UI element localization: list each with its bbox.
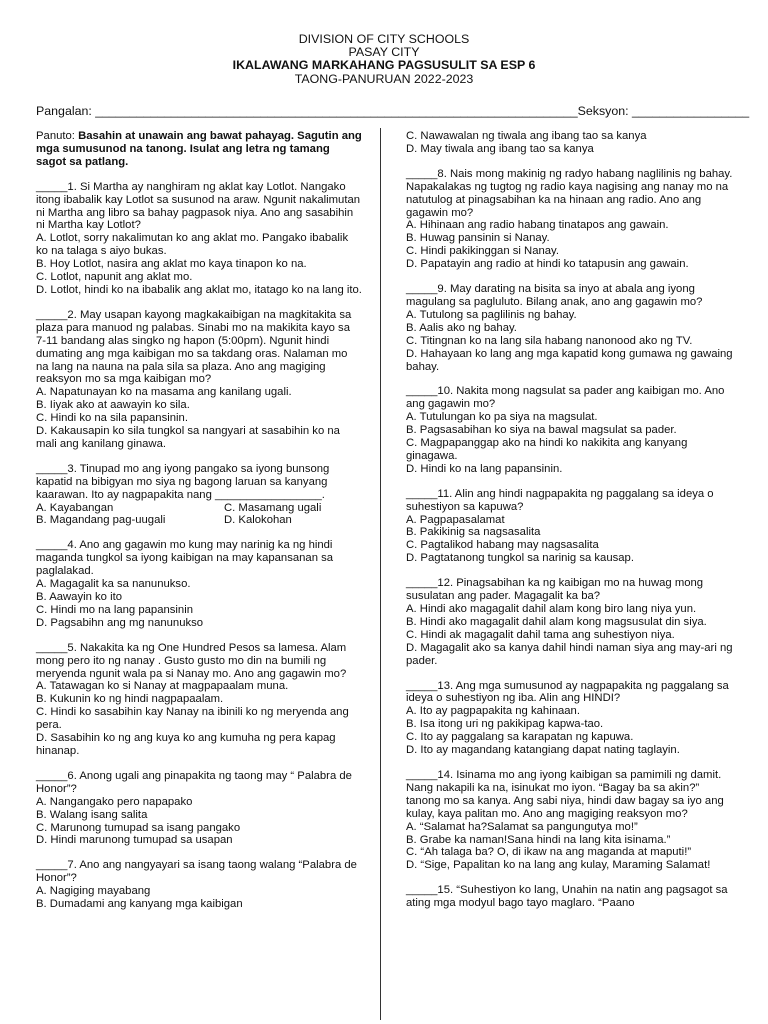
answer-choice: D. Pagsabihn ang mg nanunukso [36,616,204,629]
answer-choice: C. “Ah talaga ba? O, di ikaw na ang maganda at maputi!” [406,846,692,859]
answer-choice: B. Pagsasabihan ko siya na bawal magsulat sa pader. [406,424,677,437]
name-section-line: Pangalan: ______________________________________________________________________Seksyon: _________________ [36,104,750,118]
answer-choice: A. Tatawagan ko si Nanay at magpapaalam muna. [36,680,289,693]
answer-choice: D. Sasabihin ko ng ang kuya ko ang kumuha ng pera kapag hinanap. [36,732,336,757]
left-column [36,130,362,923]
answer-choice: D. Hindi marunong tumupad sa usapan [36,834,233,847]
choices-list [406,603,734,668]
column-divider [380,128,381,1020]
choices-list [36,885,362,911]
answer-choice: C. Marunong tumupad sa isang pangako [36,821,241,834]
question-stem: _____3. Tinupad mo ang iyong pangako sa iyong bunsong kapatid na bibigyan mo siya ng bagong laruan sa kanyang kaarawan. Ito ay nagpapakita nang _________________. [36,462,330,501]
question-item [406,130,734,156]
answer-choice: A. Tutulong sa paglilinis ng bahay. [406,308,577,321]
answer-choice: D. Magagalit ako sa kanya dahil hindi naman siya ang may-ari ng pader. [406,641,733,667]
answer-choice: C. Ito ay paggalang sa karapatan ng kapuwa. [406,731,634,744]
answer-choice: A. Hindi ako magagalit dahil alam kong biro lang niya yun. [406,603,697,615]
question-item [406,769,734,872]
question-item [406,488,734,565]
answer-choice: D. Hahayaan ko lang ang mga kapatid kong gumawa ng gawaing bahay. [406,347,733,373]
choices-list [36,502,362,528]
answer-choice: B. Huwag pansinin si Nanay. [406,232,550,245]
choices-list [36,796,362,848]
answer-choice: A. Lotlot, sorry nakalimutan ko ang aklat mo. Pangako ibabalik ko na talaga s aiyo bukas. [36,232,349,258]
answer-choice: D. Kalokohan [224,514,292,527]
question-item [406,283,734,373]
choices-list [36,680,362,757]
answer-choice: A. Pagpapasalamat [406,513,505,526]
answer-choice: B. Kukunin ko ng hindi nagpapaalam. [36,693,224,706]
answer-choice: A. Napatunayan ko na masama ang kanilang ugali. [36,386,292,399]
choices-list [406,411,734,476]
question-item [406,385,734,475]
question-item [36,309,362,451]
question-item [406,884,734,910]
choices-list [406,821,734,873]
answer-choice: C. Magpapanggap ako na hindi ko nakikita ang kanyang ginagawa. [406,437,688,462]
answer-choice: B. Aawayin ko ito [36,591,123,603]
question-item [36,642,362,758]
question-stem: _____9. May darating na bisita sa inyo at abala ang iyong magulang sa pagluluto. Bilang anak, ano ang gagawin mo? [406,283,703,308]
choices-list [406,705,734,757]
exam-title: IKALAWANG MARKAHANG PAGSUSULIT SA ESP 6 [232,58,536,73]
answer-choice: C. Hindi ko na sila papansinin. [36,412,188,425]
answer-choice: D. Kakausapin ko sila tungkol sa nangyari at sasabihin ko na mali ang kanilang ginawa. [36,425,340,450]
question-stem: _____7. Ano ang nangyayari sa isang taong walang “Palabra de Honor”? [36,859,357,885]
question-item [406,680,734,757]
question-stem: _____15. “Suhestiyon ko lang, Unahin na natin ang pagsagot sa ating mga modyul bago tayo maglaro. “Paano [406,884,728,910]
answer-choice: C. Nawawalan ng tiwala ang ibang tao sa kanya [406,130,647,142]
answer-choice: D. Ito ay magandang katangiang dapat nating taglayin. [406,744,680,757]
question-item [36,463,362,528]
answer-choice: B. Isa itong uri ng pakikipag kapwa-tao. [406,718,604,731]
answer-choice: C. Lotlot, napunit ang aklat mo. [36,271,193,284]
answer-choice: C. Titingnan ko na lang sila habang nanonood ako ng TV. [406,334,693,347]
left-questions [36,181,362,911]
instructions-label: Panuto: [36,130,79,142]
answer-choice: B. Hoy Lotlot, nasira ang aklat mo kaya tinapon ko na. [36,258,307,271]
question-stem: _____2. May usapan kayong magkakaibigan na magkitakita sa plaza para manuod ng palabas. Sinabi mo na makikita kayo sa 7-11 bandang alas singko ng hapon (5:00pm). Ngunit hindi dumating ang mga kaibigan mo sa takdang oras. Nalaman mo na lang na nauna na pala sila sa plaza. Ano ang magiging reaksyon mo sa mga kaibigan mo? [36,308,352,386]
question-stem: _____5. Nakakita ka ng One Hundred Pesos sa lamesa. Alam mong pero ito ng nanay . Gusto gusto mo din na bumili ng meryenda ngunit wala pa si Nanay mo. Ano ang gagawin mo? [36,641,347,680]
answer-choice: C. Masamang ugali [224,501,322,514]
answer-choice: C. Hindi pakikinggan si Nanay. [406,245,560,258]
answer-choice: C. Pagtalikod habang may nagsasalita [406,539,599,552]
answer-choice: D. May tiwala ang ibang tao sa kanya [406,142,594,155]
question-stem: _____11. Alin ang hindi nagpapakita ng paggalang sa ideya o suhestiyon sa kapuwa? [406,487,714,513]
answer-choice: D. Pagtatanong tungkol sa narinig sa kausap. [406,552,634,565]
question-stem: _____13. Ang mga sumusunod ay nagpapakita ng paggalang sa ideya o suhestiyon ng iba. Alin ang HINDI? [406,679,729,705]
answer-choice: A. “Salamat ha?Salamat sa pangungutya mo!” [406,820,638,833]
question-stem: _____10. Nakita mong nagsulat sa pader ang kaibigan mo. Ano ang gagawin mo? [406,385,725,411]
instructions [36,130,362,169]
answer-choice: D. Papatayin ang radio at hindi ko tatapusin ang gawain. [406,258,689,271]
right-column [406,130,734,922]
answer-choice: B. Iiyak ako at aawayin ko sila. [36,399,190,412]
answer-choice: B. Aalis ako ng bahay. [406,321,517,334]
answer-choice: C. Hindi ko sasabihin kay Nanay na ibinili ko ng meryenda ang pera. [36,706,349,732]
choices-list [406,219,734,271]
question-stem: _____1. Si Martha ay nanghiram ng aklat kay Lotlot. Nangako itong ibabalik kay Lotlot sa susunod na araw. Ngunit nakalimutan ni Martha ang libro sa bahay pagpasok niya. Ano ang sasabihin ni Martha kay Lotlot? [36,180,361,232]
answer-choice: C. Hindi ak magagalit dahil tama ang suhestiyon niya. [406,628,675,641]
question-item [36,539,362,629]
question-stem: _____14. Isinama mo ang iyong kaibigan sa pamimili ng damit. Nang nakapili ka na, isinukat mo iyon. “Bagay ba sa akin?” tanong mo sa kanya. Ang sabi niya, hindi daw bagay sa iyo ang kulay, kaya palitan mo. Ano ang magiging reaksyon mo? [406,768,724,820]
answer-choice: B. Magandang pag-uugali [36,514,166,527]
question-stem: _____4. Ano ang gagawin mo kung may narinig ka ng hindi maganda tungkol sa iyong kaibigan na may kapansanan sa paglalakad. [36,539,334,578]
choices-list [36,386,362,451]
question-item [36,859,362,911]
answer-choice: D. “Sige, Papalitan ko na lang ang kulay, Maraming Salamat! [406,859,711,872]
question-stem: _____6. Anong ugali ang pinapakita ng taong may “ Palabra de Honor”? [36,769,352,795]
answer-choice: B. Grabe ka naman!Sana hindi na lang kita isinama.” [406,833,671,846]
question-item [406,168,734,271]
answer-choice: B. Dumadami ang kanyang mga kaibigan [36,898,243,911]
choices-list [36,578,362,630]
question-item [36,181,362,297]
school-year: TAONG-PANURUAN 2022-2023 [294,71,474,86]
answer-choice: A. Tutulungan ko pa siya na magsulat. [406,411,598,424]
question-item [36,770,362,847]
city-line: PASAY CITY [348,45,420,60]
answer-choice: B. Walang isang salita [36,808,148,821]
choices-list [406,309,734,374]
answer-choice: A. Nangangako pero napapako [36,795,193,808]
question-stem: _____12. Pinagsabihan ka ng kaibigan mo na huwag mong susulatan ang pader. Magagalit ka ba? [406,577,704,603]
division-line: DIVISION OF CITY SCHOOLS [298,32,470,46]
choices-list [406,130,734,156]
answer-choice: B. Pakikinig sa nagsasalita [406,526,541,539]
document-header [0,33,768,86]
answer-choice: A. Kayabangan [36,501,114,514]
answer-choice: B. Hindi ako magagalit dahil alam kong magsusulat din siya. [406,615,707,628]
right-questions [406,130,734,910]
question-stem: _____8. Nais mong makinig ng radyo habang naglilinis ng bahay. Napakalakas ng tugtog ng radio kaya nagising ang nanay mo na natutulog at pinagsabihan ka na hinaan ang radio. Ano ang gagawin mo? [406,167,733,219]
answer-choice: D. Lotlot, hindi ko na ibabalik ang aklat mo, itatago ko na lang ito. [36,283,362,296]
answer-choice: A. Magagalit ka sa nanunukso. [36,578,191,591]
answer-choice: C. Hindi mo na lang papansinin [36,603,193,616]
answer-choice: A. Hihinaan ang radio habang tinatapos ang gawain. [406,219,669,232]
choices-list [36,232,362,297]
question-item [406,577,734,667]
answer-choice: D. Hindi ko na lang papansinin. [406,462,563,475]
instructions-text: Basahin at unawain ang bawat pahayag. Sagutin ang mga sumusunod na tanong. Isulat ang letra ng tamang sagot sa patlang. [36,130,362,168]
answer-choice: A. Ito ay pagpapakita ng kahinaan. [406,705,580,718]
choices-list [406,514,734,566]
answer-choice: A. Nagiging mayabang [36,885,151,898]
